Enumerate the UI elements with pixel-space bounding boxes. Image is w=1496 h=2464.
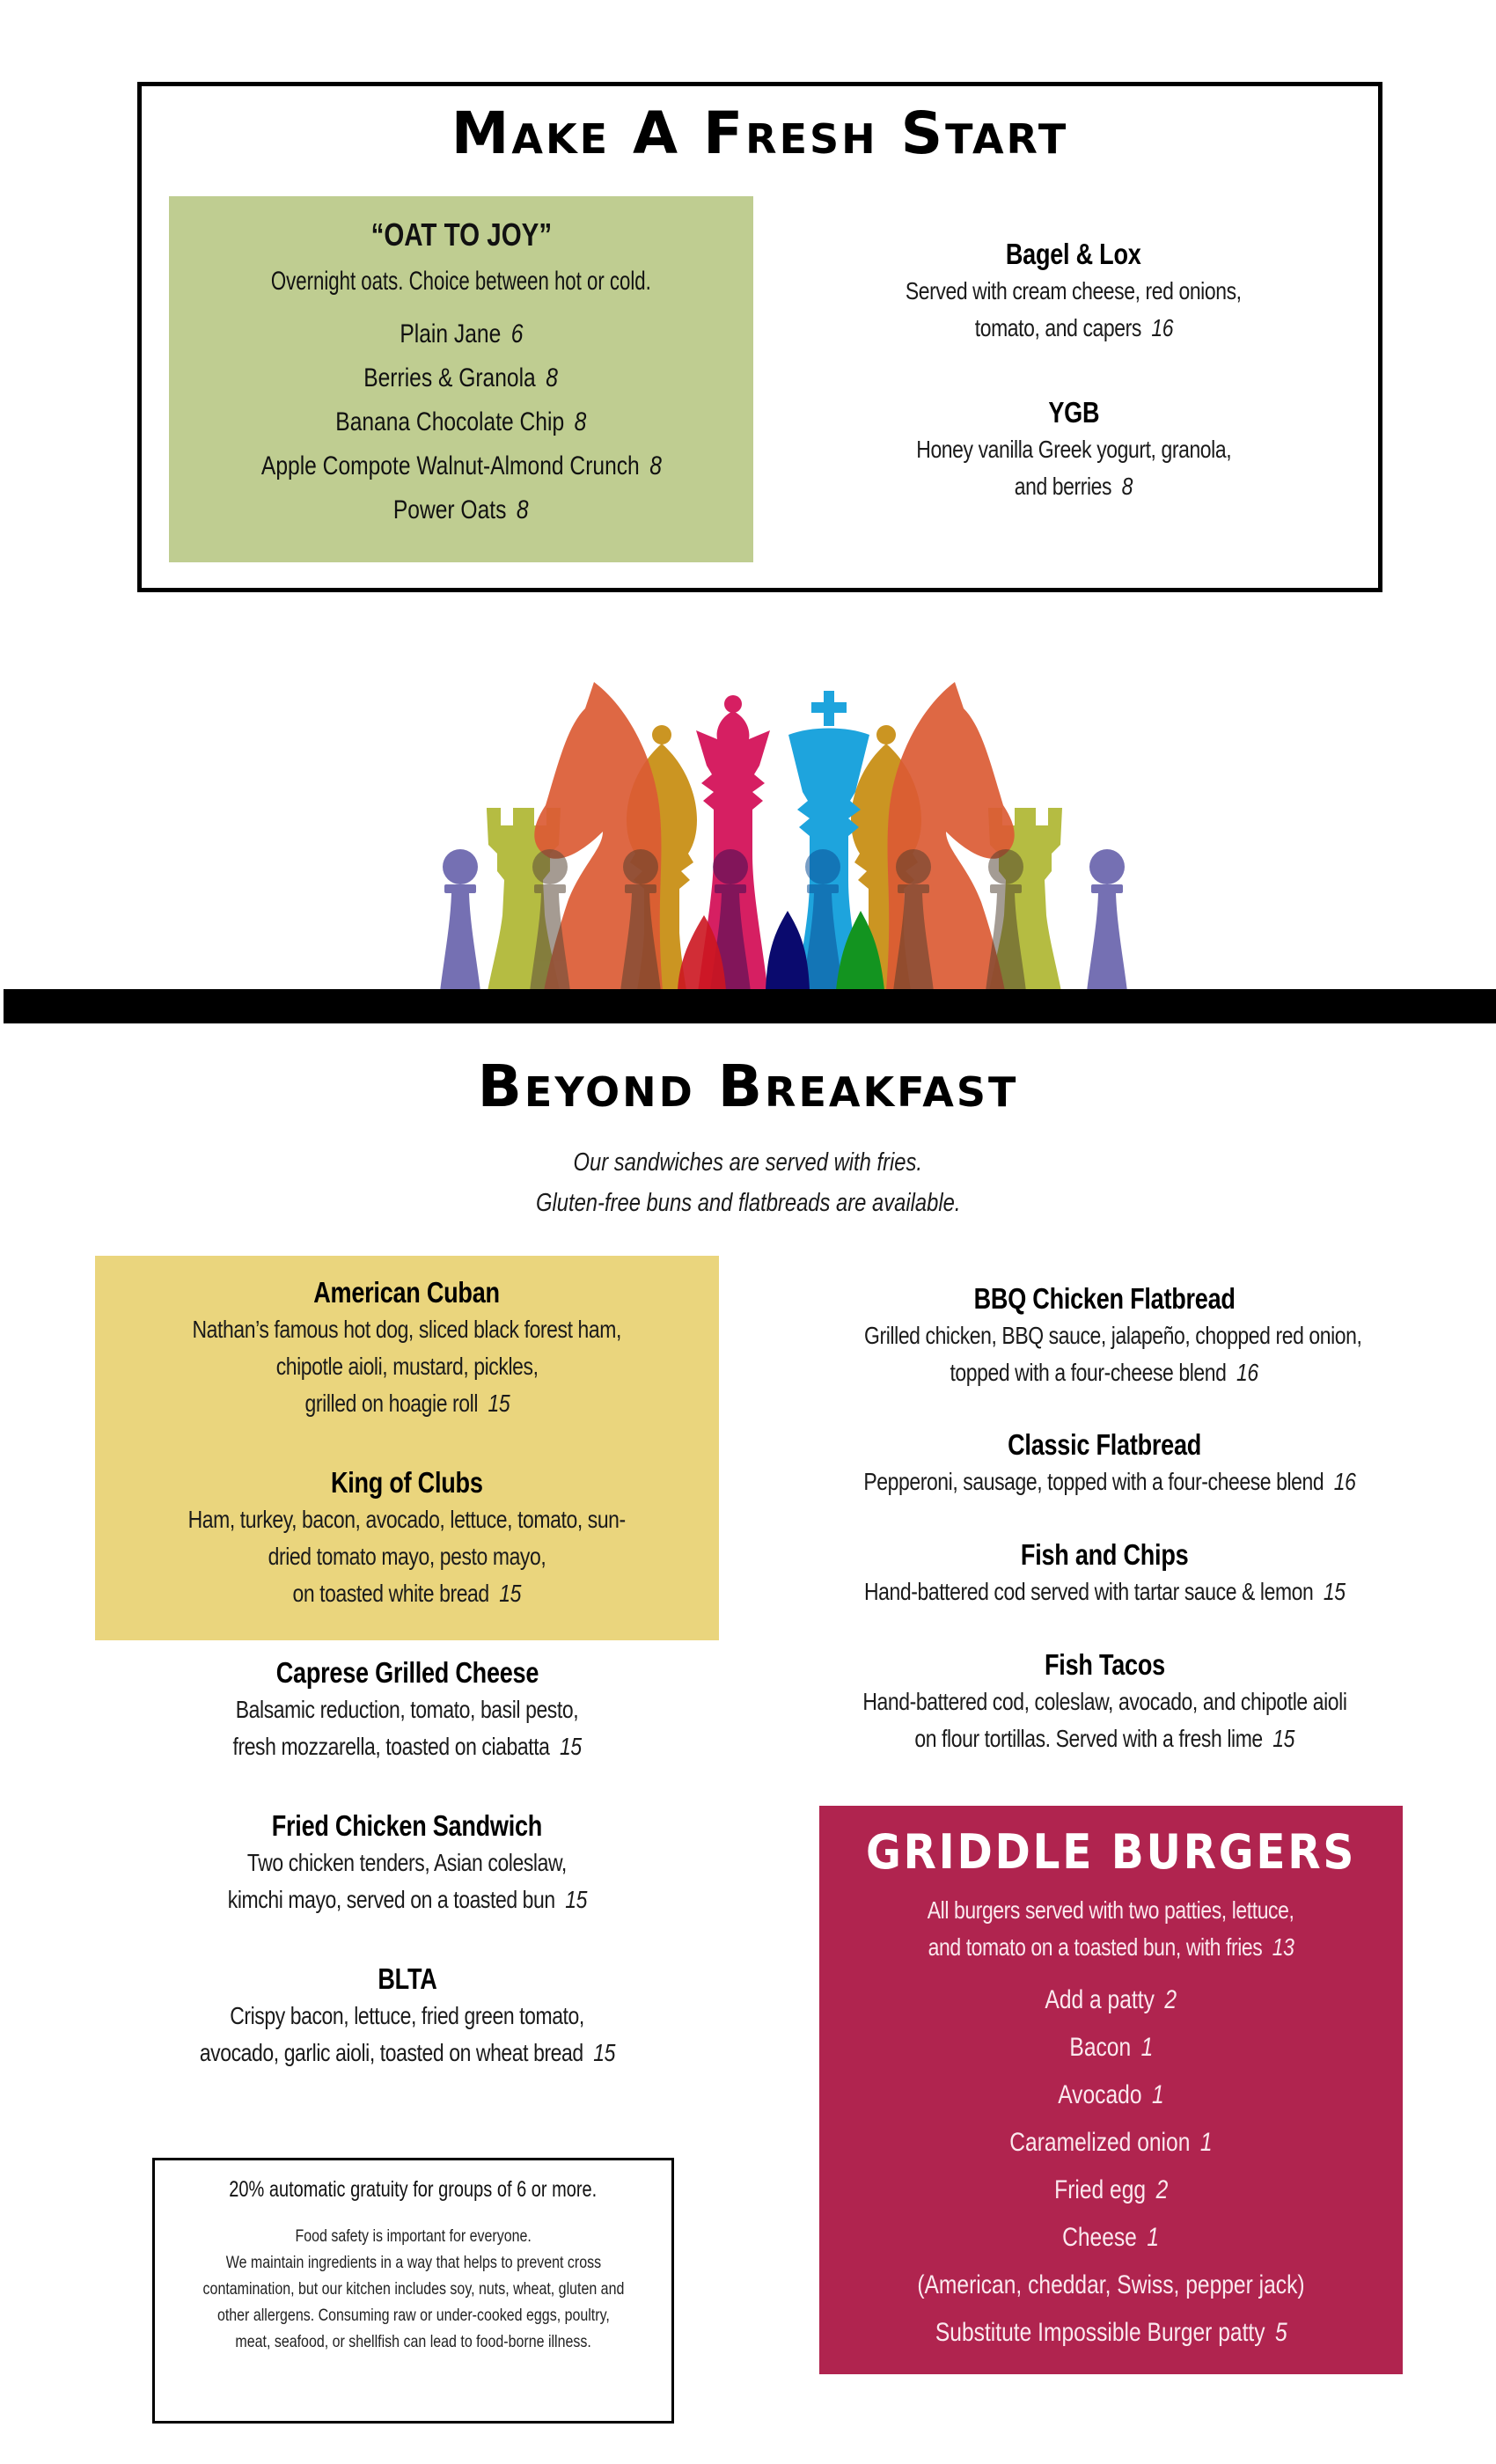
menu-item-classic-flatbread — [810, 1426, 1399, 1500]
menu-item-fish-and-chips — [810, 1536, 1399, 1610]
item-desc-line — [810, 1354, 1399, 1391]
menu-item — [169, 444, 753, 488]
item-name-text: BLTA — [377, 1962, 437, 1995]
item-desc-text: and tomato on a toasted bun, with fries — [928, 1933, 1263, 1961]
item-name-text: Classic Flatbread — [1008, 1428, 1201, 1461]
item-desc-line — [95, 1538, 719, 1575]
item-price: 16 — [1333, 1468, 1356, 1495]
item-desc-line — [819, 1892, 1403, 1929]
item-desc-text: Two chicken tenders, Asian coleslaw, — [246, 1849, 568, 1876]
item-desc-line — [810, 1720, 1399, 1757]
item-desc-line — [95, 1728, 719, 1765]
addon-price: 1 — [1147, 2223, 1160, 2252]
item-desc-text: kimchi mayo, served on a toasted bun — [227, 1886, 555, 1913]
item-name: Banana Chocolate Chip — [335, 407, 565, 436]
oat-to-joy-title — [169, 216, 753, 254]
item-desc-text: grilled on hoagie roll — [304, 1390, 478, 1417]
item-name — [95, 1274, 719, 1311]
gratuity-notice-title — [152, 2174, 674, 2205]
item-desc-line — [845, 431, 1302, 468]
menu-item-blta — [95, 1961, 719, 2072]
item-price: 15 — [592, 2039, 615, 2066]
item-desc-line — [845, 310, 1302, 347]
item-desc-line — [95, 2035, 719, 2072]
item-desc-text: tomato, and capers — [974, 314, 1141, 341]
griddle-burgers-desc — [819, 1892, 1403, 1966]
item-desc-line — [95, 1998, 719, 2035]
item-price: 16 — [1236, 1359, 1259, 1386]
section-title-beyond-breakfast: Beyond Breakfast — [477, 1052, 1019, 1120]
item-name-text: Fried Chicken Sandwich — [271, 1809, 543, 1842]
menu-item-caprese-grilled-cheese — [95, 1654, 719, 1765]
item-desc-line — [95, 1844, 719, 1881]
addon-item — [819, 2214, 1403, 2262]
item-name-text: YGB — [1048, 396, 1099, 429]
item-name — [95, 1654, 719, 1691]
chess-pieces-icon — [387, 678, 1162, 991]
addon-price: 1 — [1199, 2128, 1213, 2157]
item-desc-text: Served with cream cheese, red onions, — [906, 277, 1242, 304]
item-desc-text: on toasted white bread — [292, 1580, 490, 1607]
notice-line — [157, 2223, 670, 2249]
item-desc-text: Hand-battered cod, coleslaw, avocado, and chipotle aioli — [862, 1688, 1347, 1715]
addon-item — [819, 1976, 1403, 2024]
addon-item — [819, 2072, 1403, 2119]
item-desc-text: on flour tortillas. Served with a fresh lime — [914, 1725, 1263, 1752]
menu-item-ygb — [845, 394, 1302, 505]
addon-item — [819, 2167, 1403, 2214]
addon-name: Fried egg — [1053, 2175, 1146, 2204]
item-name: Berries & Granola — [363, 363, 537, 392]
item-price: 15 — [488, 1390, 510, 1417]
item-name — [95, 1808, 719, 1844]
item-price: 8 — [517, 495, 529, 524]
item-price: 15 — [499, 1580, 522, 1607]
item-name — [810, 1280, 1399, 1317]
item-price: 8 — [649, 451, 662, 480]
menu-item-king-of-clubs — [95, 1464, 719, 1612]
item-name — [95, 1961, 719, 1998]
menu-item-bbq-chicken-flatbread — [810, 1280, 1399, 1391]
oat-to-joy-list — [169, 312, 753, 532]
item-desc-line — [810, 1463, 1399, 1500]
addon-name: Avocado — [1058, 2080, 1142, 2109]
subtitle-line — [0, 1183, 1496, 1223]
addon-name: Substitute Impossible Burger patty — [935, 2318, 1265, 2347]
menu-item — [169, 400, 753, 444]
addon-item — [819, 2262, 1403, 2309]
item-name-text: Caprese Grilled Cheese — [275, 1656, 539, 1689]
section-title-fresh-start: Make A Fresh Start — [451, 99, 1069, 167]
item-desc-line — [95, 1691, 719, 1728]
addon-item — [819, 2119, 1403, 2167]
notice-line-text: We maintain ingredients in a way that helps to prevent cross — [225, 2253, 601, 2272]
item-desc-line — [810, 1683, 1399, 1720]
item-desc-line — [810, 1573, 1399, 1610]
item-name — [95, 1464, 719, 1501]
menu-item-bagel-lox — [845, 236, 1302, 347]
notice-line — [157, 2328, 670, 2355]
menu-item — [169, 356, 753, 400]
item-name — [845, 236, 1302, 273]
item-desc-text: fresh mozzarella, toasted on ciabatta — [232, 1733, 550, 1760]
item-price: 15 — [1323, 1578, 1346, 1605]
item-desc-line — [95, 1575, 719, 1612]
item-name-text: American Cuban — [313, 1276, 501, 1309]
item-desc-text: Ham, turkey, bacon, avocado, lettuce, tomato, sun- — [187, 1506, 627, 1533]
item-desc-line — [95, 1385, 719, 1422]
item-desc-line — [95, 1501, 719, 1538]
item-name — [810, 1536, 1399, 1573]
item-name-text: BBQ Chicken Flatbread — [973, 1282, 1236, 1315]
item-desc-line — [845, 273, 1302, 310]
item-price: 16 — [1150, 314, 1173, 341]
griddle-burgers-title — [819, 1822, 1403, 1883]
item-name: Apple Compote Walnut-Almond Crunch — [260, 451, 640, 480]
addon-item — [819, 2309, 1403, 2357]
subtitle-text: Gluten-free buns and flatbreads are available. — [535, 1189, 961, 1217]
item-price: 6 — [510, 319, 524, 348]
section-subtitle — [0, 1142, 1496, 1223]
addon-item — [819, 2024, 1403, 2072]
item-price: 15 — [1272, 1725, 1294, 1752]
item-desc-text: All burgers served with two patties, lettuce, — [928, 1896, 1294, 1924]
notice-line-text: Food safety is important for everyone. — [295, 2226, 532, 2246]
item-name-text: Fish and Chips — [1020, 1538, 1189, 1571]
item-desc-text: Hand-battered cod served with tartar sauce & lemon — [863, 1578, 1314, 1605]
item-desc-text: Nathan’s famous hot dog, sliced black forest ham, — [192, 1316, 622, 1343]
item-desc-line — [95, 1348, 719, 1385]
item-price: 15 — [559, 1733, 582, 1760]
item-name — [810, 1426, 1399, 1463]
item-name: Power Oats — [393, 495, 507, 524]
menu-item — [169, 488, 753, 532]
item-desc-line — [95, 1881, 719, 1918]
griddle-burgers-title-text: GRIDDLE BURGERS — [865, 1824, 1357, 1880]
menu-item-fish-tacos — [810, 1646, 1399, 1757]
item-desc-line — [845, 468, 1302, 505]
item-desc-text: dried tomato mayo, pesto mayo, — [268, 1543, 546, 1570]
item-name — [845, 394, 1302, 431]
food-safety-notice — [157, 2223, 670, 2355]
item-price: 15 — [564, 1886, 587, 1913]
item-desc-text: avocado, garlic aioli, toasted on wheat bread — [199, 2039, 583, 2066]
addon-name: Bacon — [1069, 2033, 1131, 2062]
item-name: Plain Jane — [399, 319, 501, 348]
item-desc-text: chipotle aioli, mustard, pickles, — [275, 1353, 539, 1380]
menu-item — [169, 312, 753, 356]
item-name-text: Fish Tacos — [1044, 1648, 1165, 1681]
oat-to-joy-title-text: “OAT TO JOY” — [370, 216, 552, 253]
addon-price: 5 — [1274, 2318, 1287, 2347]
addon-name: Caramelized onion — [1009, 2128, 1191, 2157]
addon-price: 1 — [1152, 2080, 1164, 2109]
item-desc-text: Crispy bacon, lettuce, fried green tomato, — [230, 2002, 584, 2029]
addon-name: Add a patty — [1045, 1985, 1155, 2014]
item-price: 8 — [546, 363, 559, 392]
menu-item-fried-chicken-sandwich — [95, 1808, 719, 1918]
oat-to-joy-subtitle — [169, 264, 753, 299]
item-name-text: Bagel & Lox — [1006, 238, 1141, 270]
item-desc-text: Balsamic reduction, tomato, basil pesto, — [235, 1696, 579, 1723]
item-desc-line — [819, 1929, 1403, 1966]
addon-price: 1 — [1140, 2033, 1153, 2062]
item-price: 13 — [1272, 1933, 1294, 1961]
burger-addons-list — [819, 1976, 1403, 2357]
item-desc-text: and berries — [1014, 473, 1112, 500]
item-desc-line — [810, 1317, 1399, 1354]
item-price: 8 — [574, 407, 587, 436]
item-name-text: King of Clubs — [331, 1466, 483, 1499]
notice-line-text: contamination, but our kitchen includes soy, nuts, wheat, gluten and — [202, 2279, 625, 2299]
item-desc-text: Honey vanilla Greek yogurt, granola, — [916, 436, 1231, 463]
notice-line — [157, 2249, 670, 2276]
subtitle-text: Our sandwiches are served with fries. — [573, 1148, 923, 1177]
notice-line-text: meat, seafood, or shellfish can lead to food-borne illness. — [235, 2332, 591, 2351]
oat-to-joy-subtitle-text: Overnight oats. Choice between hot or cold. — [271, 267, 651, 296]
gratuity-notice-title-text: 20% automatic gratuity for groups of 6 or more. — [229, 2177, 598, 2202]
item-desc-text: Pepperoni, sausage, topped with a four-cheese blend — [863, 1468, 1324, 1495]
item-price: 8 — [1121, 473, 1133, 500]
notice-line — [157, 2276, 670, 2302]
item-desc-text: topped with a four-cheese blend — [950, 1359, 1227, 1386]
divider-bar — [4, 989, 1496, 1023]
menu-item-american-cuban — [95, 1274, 719, 1422]
addon-name: (American, cheddar, Swiss, pepper jack) — [917, 2270, 1305, 2299]
item-name — [810, 1646, 1399, 1683]
item-desc-line — [95, 1311, 719, 1348]
addon-name: Cheese — [1062, 2223, 1138, 2252]
notice-line-text: other allergens. Consuming raw or under-cooked eggs, poultry, — [216, 2306, 610, 2325]
item-desc-text: Grilled chicken, BBQ sauce, jalapeño, chopped red onion, — [864, 1322, 1362, 1349]
addon-price: 2 — [1155, 2175, 1169, 2204]
notice-line — [157, 2302, 670, 2328]
subtitle-line — [0, 1142, 1496, 1183]
addon-price: 2 — [1164, 1985, 1177, 2014]
